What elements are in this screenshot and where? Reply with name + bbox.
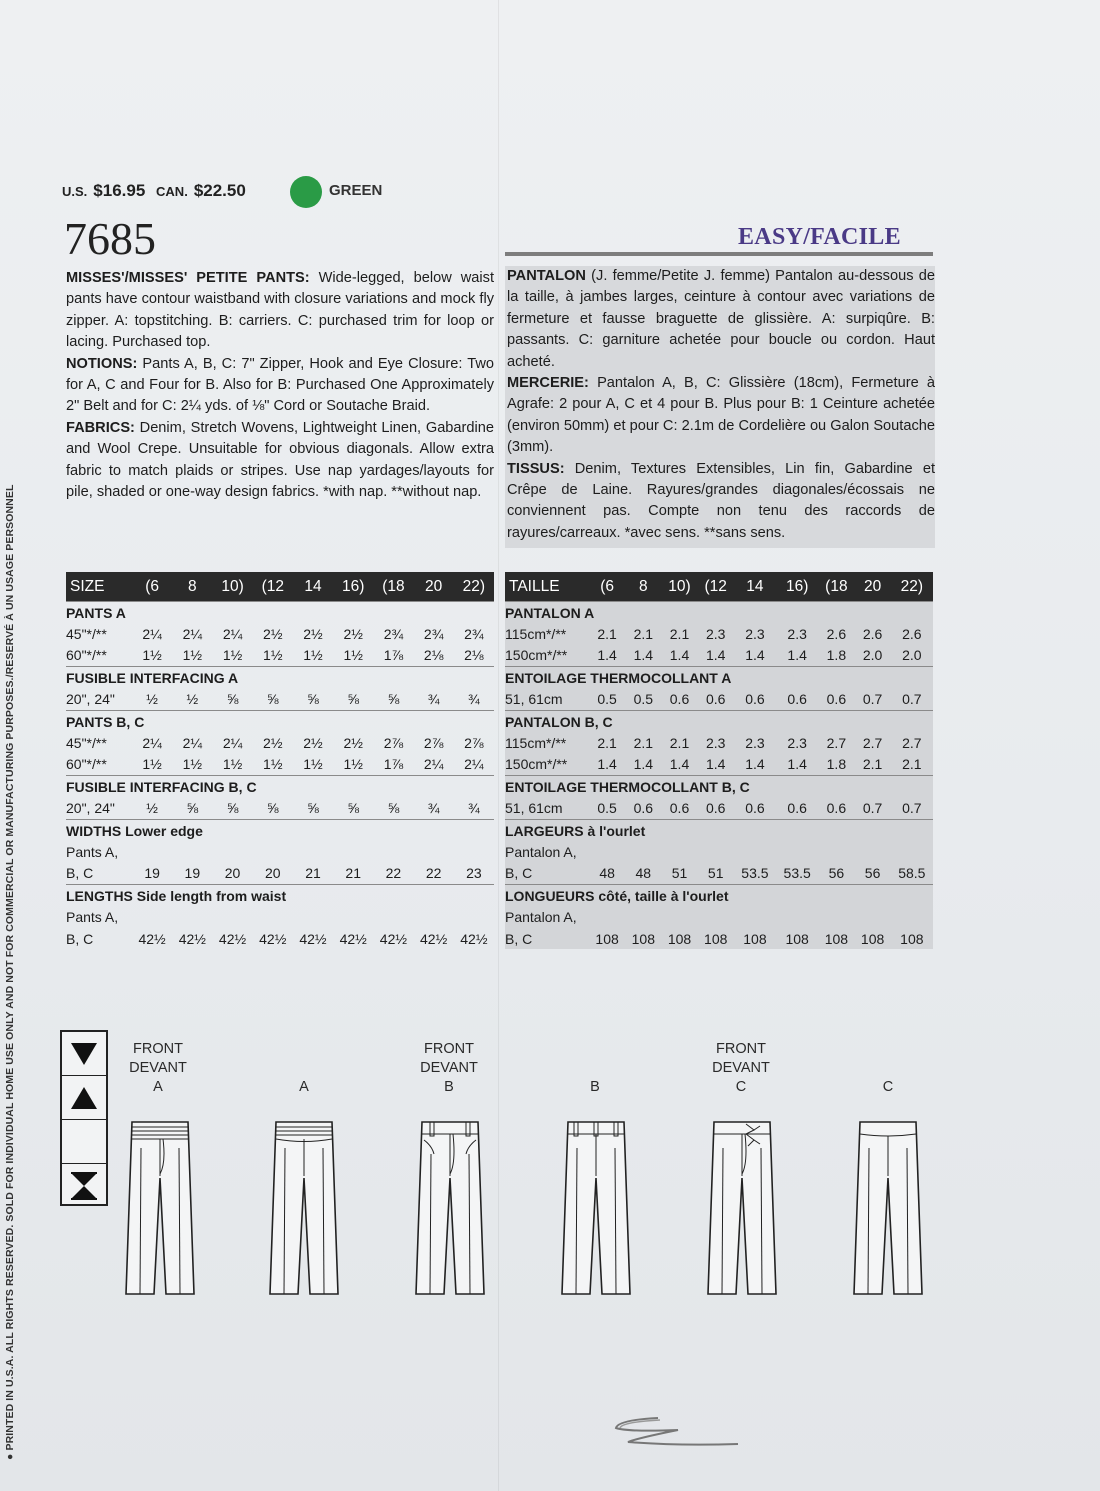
- view-label-front-b: [409, 1040, 489, 1097]
- size-header-label: TAILLE: [505, 572, 589, 602]
- table-cell: 1.4: [705, 647, 726, 664]
- table-cell: 2.0: [862, 647, 883, 664]
- row-label: 45"*/**: [66, 626, 107, 643]
- subsection-label: Pants A,: [66, 909, 119, 926]
- row-label: 60"*/**: [66, 756, 107, 773]
- table-cell: 2½: [303, 735, 323, 752]
- table-cell: 2.0: [902, 647, 922, 664]
- subsection-label: Pants A,: [66, 843, 119, 860]
- table-cell: 51: [707, 865, 724, 882]
- table-cell: 21: [305, 865, 321, 882]
- table-cell: 0.7: [902, 800, 922, 817]
- section-row: [66, 885, 494, 907]
- us-price: $16.95: [93, 181, 146, 200]
- section-row: [66, 710, 494, 732]
- table-cell: 2¼: [222, 735, 243, 752]
- pants-front-a-illustration: [124, 1118, 196, 1296]
- table-row: [66, 798, 494, 820]
- table-cell: ⅝: [387, 800, 400, 817]
- table-cell: 0.6: [826, 691, 847, 708]
- row-label: 20", 24": [66, 691, 115, 708]
- table-cell: 2.1: [597, 735, 617, 752]
- table-cell: ⅝: [266, 691, 279, 708]
- size-header-label: SIZE: [66, 572, 132, 602]
- view-line: A: [153, 1079, 163, 1095]
- table-cell: 1½: [263, 647, 283, 664]
- table-cell: 2¼: [182, 626, 203, 643]
- table-cell: 0.5: [597, 800, 617, 817]
- table-cell: 108: [900, 930, 924, 947]
- table-cell: 48: [635, 865, 652, 882]
- table-cell: 1½: [263, 756, 283, 773]
- table-cell: 108: [860, 930, 885, 947]
- pattern-number: 7685: [64, 213, 156, 264]
- table-cell: 1.4: [633, 756, 654, 773]
- table-cell: ⅝: [307, 691, 319, 708]
- size-cell: 22): [891, 572, 933, 602]
- row-label: 20", 24": [66, 800, 115, 817]
- view-line: FRONT: [133, 1041, 183, 1057]
- table-row: [66, 928, 494, 949]
- table-cell: 56: [828, 865, 845, 882]
- hourglass-icon: [62, 1164, 106, 1207]
- table-cell: 2¼: [142, 735, 162, 752]
- size-cell: (12: [698, 572, 734, 602]
- table-row: [505, 645, 933, 667]
- table-cell: 0.6: [705, 691, 726, 708]
- table-cell: ⅝: [347, 691, 360, 708]
- size-cell: (6: [132, 572, 172, 602]
- view-label-front-c: [701, 1040, 781, 1097]
- table-cell: 2⅞: [383, 735, 404, 752]
- subsection-row: [66, 841, 494, 862]
- table-cell: ¾: [427, 691, 440, 708]
- table-cell: 2¼: [182, 735, 203, 752]
- section-label: WIDTHS Lower edge: [66, 819, 494, 841]
- table-cell: 2.1: [902, 756, 922, 773]
- view-label-back-a: [264, 1078, 344, 1097]
- size-cell: (18: [373, 572, 413, 602]
- table-cell: ⅝: [226, 800, 239, 817]
- section-label: PANTALON A: [505, 602, 933, 624]
- pencil-mark: [598, 1412, 748, 1452]
- table-cell: 0.6: [669, 800, 690, 817]
- section-label: PANTS A: [66, 602, 494, 624]
- table-cell: 1.4: [597, 647, 617, 664]
- section-row: [505, 667, 933, 689]
- table-cell: 108: [704, 930, 728, 947]
- table-cell: 42½: [178, 930, 206, 947]
- table-cell: 0.7: [862, 691, 883, 708]
- section-label: PANTS B, C: [66, 710, 494, 732]
- table-cell: ½: [186, 691, 199, 708]
- table-cell: 0.6: [633, 800, 654, 817]
- table-cell: 1.8: [826, 756, 847, 773]
- section-row: [66, 819, 494, 841]
- table-row: [66, 623, 494, 644]
- table-cell: ⅝: [226, 691, 239, 708]
- table-cell: 2.7: [902, 735, 922, 752]
- table-cell: 2.6: [826, 626, 847, 643]
- table-cell: 1½: [303, 647, 323, 664]
- subsection-row: [505, 906, 933, 927]
- table-cell: 1½: [222, 647, 243, 664]
- can-price-label: CAN.: [156, 184, 188, 199]
- table-cell: 108: [595, 930, 619, 947]
- table-cell: ½: [146, 691, 158, 708]
- table-cell: ½: [146, 800, 158, 817]
- view-line: FRONT: [716, 1041, 766, 1057]
- pants-back-b-illustration: [560, 1118, 632, 1296]
- table-cell: 0.5: [633, 691, 654, 708]
- table-cell: 42½: [218, 930, 247, 947]
- table-cell: ⅝: [387, 691, 400, 708]
- row-label: 45"*/**: [66, 735, 107, 752]
- yardage-table-french: [505, 572, 933, 949]
- row-label: B, C: [505, 865, 533, 882]
- table-cell: 2¼: [423, 756, 444, 773]
- view-line: DEVANT: [129, 1060, 187, 1076]
- table-row: [66, 863, 494, 885]
- view-line: C: [735, 1079, 747, 1095]
- fabrics-label: FABRICS:: [66, 419, 135, 436]
- table-cell: 108: [631, 930, 655, 947]
- table-cell: 1½: [343, 756, 363, 773]
- description-english: [66, 268, 494, 503]
- view-line: B: [444, 1079, 454, 1095]
- view-key: [60, 1030, 108, 1206]
- section-row: [505, 819, 933, 841]
- table-cell: 1.4: [705, 756, 726, 773]
- table-cell: 2¼: [142, 626, 162, 643]
- subsection-row: [505, 841, 933, 862]
- table-cell: 2.7: [826, 735, 847, 752]
- table-row: [66, 754, 494, 776]
- table-cell: 42½: [460, 930, 488, 947]
- table-row: [66, 645, 494, 667]
- table-cell: 2¾: [423, 626, 444, 643]
- table-cell: 42½: [379, 930, 408, 947]
- table-cell: 22: [425, 865, 442, 882]
- subsection-label: Pantalon A,: [505, 843, 577, 860]
- view-label-back-b: [555, 1078, 635, 1097]
- subsection-label: Pantalon A,: [505, 909, 577, 926]
- table-cell: 2.1: [862, 756, 883, 773]
- row-label: B, C: [66, 865, 94, 882]
- table-row: [505, 689, 933, 711]
- table-row: [505, 798, 933, 820]
- row-label: 115cm*/**: [505, 626, 567, 643]
- table-cell: 2½: [303, 626, 323, 643]
- price-line: [62, 181, 252, 201]
- table-cell: 53.5: [783, 865, 811, 882]
- size-cell: 10): [212, 572, 252, 602]
- table-cell: 2¼: [464, 756, 484, 773]
- section-label: PANTALON B, C: [505, 710, 933, 732]
- section-label: ENTOILAGE THERMOCOLLANT B, C: [505, 776, 933, 798]
- table-cell: 2⅛: [423, 647, 444, 664]
- title-text: (J. femme/Petite J. femme) Pantalon au-dessous de la taille, à jambes larges, ceinture à contour avec variations de fermeture et fausse braguette de glissière. A: surpiqûre. B: passants. C: garniture achetée pour boucle ou cordon. Haut acheté.: [507, 268, 935, 370]
- title-text: Wide-legged, below waist pants have contour waistband with closure variations and mock fly zipper. A: topstitching. B: carriers. C: purchased trim for loop or lacing. Purchased top.: [66, 270, 494, 351]
- size-cell: 14: [734, 572, 776, 602]
- color-label: GREEN: [329, 182, 383, 199]
- table-cell: 2¼: [222, 626, 243, 643]
- table-cell: 1.4: [669, 647, 690, 664]
- table-cell: 20: [264, 865, 281, 882]
- table-cell: 1.8: [826, 647, 847, 664]
- table-cell: 1.4: [745, 647, 765, 664]
- size-cell: 22): [454, 572, 494, 602]
- table-cell: 2½: [343, 626, 363, 643]
- size-header-row: [505, 572, 933, 602]
- table-cell: 1½: [222, 756, 243, 773]
- yardage-table-english: [66, 572, 494, 949]
- table-cell: ¾: [468, 800, 480, 817]
- section-row: [66, 776, 494, 798]
- table-cell: 2⅞: [423, 735, 444, 752]
- table-cell: 2½: [263, 626, 283, 643]
- title-label: PANTALON: [507, 268, 586, 284]
- table-cell: 19: [184, 865, 201, 882]
- table-cell: 1½: [343, 647, 363, 664]
- table-cell: 1⅞: [383, 756, 404, 773]
- table-cell: 0.6: [705, 800, 726, 817]
- size-cell: 8: [172, 572, 212, 602]
- row-label: 51, 61cm: [505, 691, 563, 708]
- table-cell: 0.6: [787, 691, 807, 708]
- table-cell: 42½: [259, 930, 287, 947]
- table-cell: 108: [743, 930, 767, 947]
- table-cell: 2⅞: [464, 735, 484, 752]
- table-cell: 2.3: [787, 735, 807, 752]
- table-cell: 0.5: [597, 691, 617, 708]
- size-cell: 16): [333, 572, 373, 602]
- table-cell: 1½: [142, 756, 162, 773]
- table-cell: 2.1: [633, 735, 654, 752]
- table-cell: ¾: [427, 800, 440, 817]
- subsection-row: [66, 906, 494, 927]
- row-label: B, C: [505, 930, 533, 947]
- view-label-front-a: [118, 1040, 198, 1097]
- table-cell: 2.1: [669, 735, 690, 752]
- table-cell: 51: [671, 865, 688, 882]
- arrow-down-icon: [62, 1032, 106, 1076]
- section-label: LARGEURS à l'ourlet: [505, 819, 933, 841]
- view-line: FRONT: [424, 1041, 474, 1057]
- table-cell: 42½: [339, 930, 367, 947]
- table-cell: 2½: [263, 735, 283, 752]
- table-cell: ⅝: [347, 800, 360, 817]
- row-label: 150cm*/**: [505, 647, 568, 664]
- us-price-label: U.S.: [62, 184, 88, 199]
- table-cell: 1½: [142, 647, 162, 664]
- table-cell: 21: [345, 865, 361, 882]
- table-cell: 0.6: [787, 800, 807, 817]
- blank-icon: [62, 1120, 106, 1164]
- table-cell: 108: [785, 930, 809, 947]
- fabrics-text: Denim, Textures Extensibles, Lin fin, Gabardine et Crêpe de Laine. Rayures/grandes diagonales/écossais ne conviennent pas. Compte non tenu des raccords de rayures/carreaux. *avec sens. **sans sens.: [507, 460, 935, 541]
- table-cell: 2¾: [464, 626, 484, 643]
- table-cell: ¾: [468, 691, 480, 708]
- size-cell: (6: [589, 572, 625, 602]
- table-cell: 1.4: [669, 756, 690, 773]
- view-line: DEVANT: [420, 1060, 478, 1076]
- size-cell: 8: [625, 572, 661, 602]
- table-cell: 42½: [420, 930, 448, 947]
- table-cell: 1½: [303, 756, 323, 773]
- section-row: [505, 710, 933, 732]
- size-cell: (18: [818, 572, 854, 602]
- table-cell: 2¾: [383, 626, 404, 643]
- table-cell: 2.1: [669, 626, 690, 643]
- view-line: C: [882, 1079, 894, 1095]
- section-label: LENGTHS Side length from waist: [66, 885, 494, 907]
- view-line: DEVANT: [712, 1060, 770, 1076]
- table-cell: 1.4: [787, 647, 807, 664]
- section-label: FUSIBLE INTERFACING A: [66, 667, 494, 689]
- table-cell: 2.1: [597, 626, 617, 643]
- notions-label: MERCERIE:: [507, 375, 589, 392]
- table-cell: 56: [864, 865, 881, 882]
- pants-front-b-illustration: [414, 1118, 486, 1296]
- size-cell: 20: [854, 572, 890, 602]
- difficulty-label: EASY/FACILE: [738, 224, 901, 250]
- table-cell: 1½: [182, 647, 203, 664]
- section-row: [505, 602, 933, 624]
- size-cell: 16): [776, 572, 818, 602]
- table-cell: 2.7: [862, 735, 883, 752]
- table-row: [66, 732, 494, 753]
- table-row: [66, 689, 494, 711]
- table-cell: 0.6: [826, 800, 847, 817]
- table-cell: ⅝: [186, 800, 199, 817]
- table-cell: 1⅞: [383, 647, 404, 664]
- row-label: 150cm*/**: [505, 756, 568, 773]
- table-cell: 2.1: [633, 626, 654, 643]
- table-row: [505, 928, 933, 949]
- table-cell: 1.4: [787, 756, 807, 773]
- notions-text: Pants A, B, C: 7" Zipper, Hook and Eye Closure: Two for A, C and Four for B. Also for B: Purchased One Approximately 2" Belt and for C: 2¼ yds. of ⅛" Cord or Soutache Braid.: [66, 355, 494, 415]
- pants-back-c-illustration: [852, 1118, 924, 1296]
- table-cell: 2.3: [745, 626, 765, 643]
- table-cell: 53.5: [741, 865, 769, 882]
- table-cell: 2.3: [745, 735, 765, 752]
- table-cell: 1.4: [745, 756, 765, 773]
- table-cell: 58.5: [898, 865, 926, 882]
- table-cell: 0.7: [902, 691, 922, 708]
- table-cell: 42½: [299, 930, 327, 947]
- can-price: $22.50: [193, 181, 246, 200]
- section-row: [66, 667, 494, 689]
- section-label: ENTOILAGE THERMOCOLLANT A: [505, 667, 933, 689]
- notions-label: NOTIONS:: [66, 355, 138, 372]
- section-label: FUSIBLE INTERFACING B, C: [66, 776, 494, 798]
- table-cell: 0.7: [862, 800, 883, 817]
- table-cell: 42½: [138, 930, 166, 947]
- row-label: 51, 61cm: [505, 800, 563, 817]
- description-french: [505, 266, 935, 548]
- pants-front-c-illustration: [706, 1118, 778, 1296]
- table-cell: 19: [144, 865, 160, 882]
- table-cell: 2.6: [902, 626, 922, 643]
- table-row: [505, 754, 933, 776]
- section-row: [66, 602, 494, 624]
- table-cell: 108: [824, 930, 849, 947]
- table-cell: 2½: [343, 735, 363, 752]
- size-cell: 14: [293, 572, 333, 602]
- table-cell: 1.4: [597, 756, 617, 773]
- table-cell: ⅝: [307, 800, 319, 817]
- row-label: 60"*/**: [66, 647, 107, 664]
- table-cell: 48: [599, 865, 615, 882]
- divider: [505, 252, 933, 256]
- section-row: [505, 776, 933, 798]
- table-cell: 2.3: [787, 626, 807, 643]
- view-line: A: [299, 1079, 309, 1095]
- table-row: [505, 863, 933, 885]
- color-dot-icon: [290, 176, 322, 208]
- size-cell: 10): [661, 572, 697, 602]
- fabrics-label: TISSUS:: [507, 460, 565, 477]
- table-cell: 2⅛: [464, 647, 484, 664]
- copyright-notice: ● PRINTED IN U.S.A. ALL RIGHTS RESERVED. SOLD FOR INDIVIDUAL HOME USE ONLY AND NOT FOR COMMERCIAL OR MANUFACTURING PURPOSES./RESERVÉ À UN USAGE PERSONNEL: [4, 484, 16, 1460]
- row-label: B, C: [66, 930, 94, 947]
- table-row: [505, 732, 933, 753]
- fabrics-text: Denim, Stretch Wovens, Lightweight Linen, Gabardine and Wool Crepe. Unsuitable for obvious diagonals. Allow extra fabric to match plaids or stripes. Use nap yardages/layouts for pile, shaded or one-way design fabrics. *with nap. **without nap.: [66, 419, 494, 501]
- table-cell: 1½: [182, 756, 203, 773]
- table-cell: 23: [466, 865, 482, 882]
- table-cell: 2.3: [705, 735, 726, 752]
- table-cell: ⅝: [266, 800, 279, 817]
- size-cell: 20: [414, 572, 454, 602]
- table-row: [505, 623, 933, 644]
- view-label-back-c: [848, 1078, 928, 1097]
- table-cell: 22: [385, 865, 402, 882]
- table-cell: 108: [667, 930, 692, 947]
- view-line: B: [590, 1079, 600, 1095]
- table-cell: 0.6: [669, 691, 690, 708]
- section-row: [505, 885, 933, 907]
- table-cell: 1.4: [633, 647, 654, 664]
- section-label: LONGUEURS côté, taille à l'ourlet: [505, 885, 933, 907]
- table-cell: 0.6: [745, 691, 765, 708]
- table-cell: 20: [224, 865, 241, 882]
- table-cell: 2.6: [862, 626, 883, 643]
- arrow-up-icon: [62, 1076, 106, 1120]
- title-label: MISSES'/MISSES' PETITE PANTS:: [66, 270, 310, 286]
- table-cell: 2.3: [705, 626, 726, 643]
- notions-text: Pantalon A, B, C: Glissière (18cm), Fermeture à Agrafe: 2 pour A, C et 4 pour B. Plus pour B: 1 Ceinture achetée (environ 50mm) et pour C: 2.1m de Cordelière ou Galon Soutache (3mm).: [507, 375, 935, 456]
- size-header-row: [66, 572, 494, 602]
- pants-back-a-illustration: [268, 1118, 340, 1296]
- table-cell: 0.6: [745, 800, 765, 817]
- size-cell: (12: [253, 572, 293, 602]
- row-label: 115cm*/**: [505, 735, 567, 752]
